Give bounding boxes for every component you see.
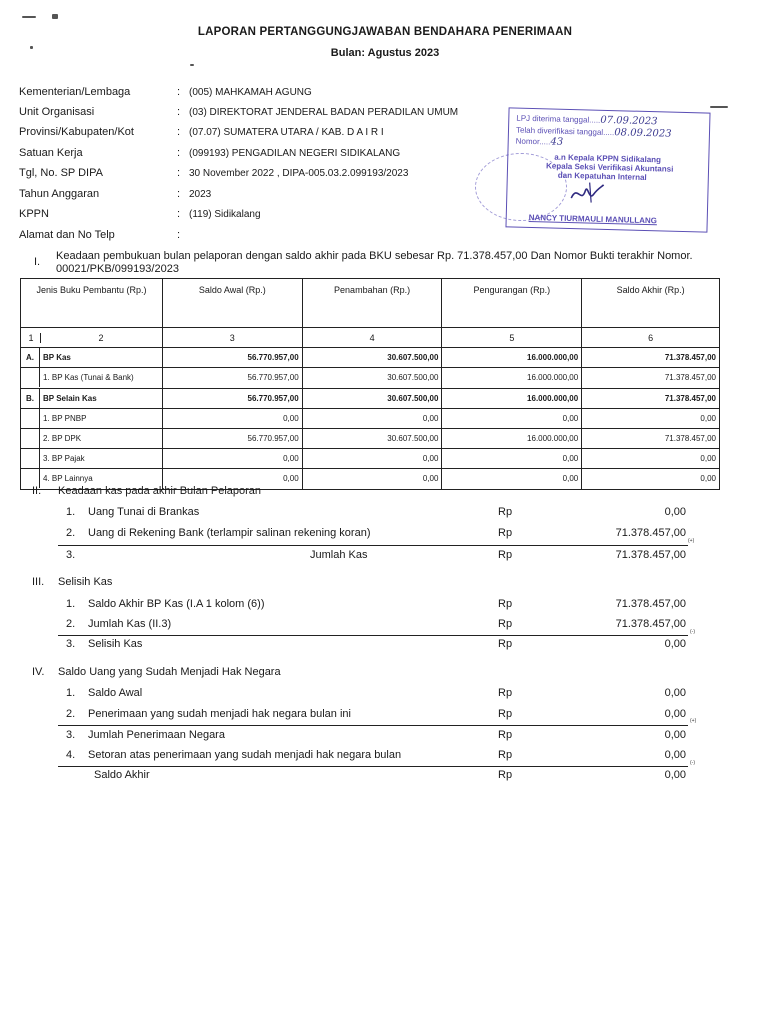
section-1 — [34, 250, 693, 275]
table-cell: 2. BP DPK — [21, 428, 163, 448]
table-cell: 30.607.500,00 — [302, 348, 442, 368]
meta-value: 30 November 2022 , DIPA-005.03.2.099193/2023 — [189, 168, 409, 179]
list-item: 1. Uang Tunai di Brankas Rp 0,00 — [66, 506, 686, 518]
stamp-line: Nomor.....43 — [515, 136, 564, 148]
table-cell: 56.770.957,00 — [162, 428, 302, 448]
table-cell: 0,00 — [162, 469, 302, 489]
meta-colon: : — [177, 126, 181, 138]
meta-colon: : — [177, 229, 181, 241]
meta-colon: : — [177, 106, 181, 118]
table-cell: 3. BP Pajak — [21, 449, 163, 469]
divider — [58, 766, 688, 767]
table-cell: 0,00 — [302, 449, 442, 469]
section-title: Selisih Kas — [58, 576, 113, 588]
meta-label: Satuan Kerja — [19, 147, 83, 159]
table-cell: 3 — [162, 328, 302, 348]
table-cell: 1 2 — [21, 328, 163, 348]
report-title: LAPORAN PERTANGGUNGJAWABAN BENDAHARA PENERIMAAN — [197, 26, 573, 38]
table-cell: 30.607.500,00 — [302, 428, 442, 448]
table-cell: 16.000.000,00 — [442, 368, 582, 388]
list-item: 1. Saldo Akhir BP Kas (I.A 1 kolom (6)) Rp 71.378.457,00 — [66, 598, 686, 610]
meta-colon: : — [177, 208, 181, 220]
table-cell: 4. BP Lainnya — [21, 469, 163, 489]
table-cell: 30.607.500,00 — [302, 388, 442, 408]
meta-colon: : — [177, 86, 181, 98]
list-item: 1. Saldo Awal Rp 0,00 — [66, 687, 686, 699]
table-row — [21, 368, 720, 388]
meta-value: 2023 — [189, 189, 212, 200]
section-3-header — [32, 576, 113, 588]
stamp-line: dan Kepatuhan Internal — [557, 170, 647, 183]
stamp-line: Kepala Seksi Verifikasi Akuntansi — [545, 161, 674, 174]
stamp-line: LPJ diterima tanggal.....07.09.2023 — [516, 113, 658, 128]
meta-label: Tgl, No. SP DIPA — [19, 167, 103, 179]
meta-label: Kementerian/Lembaga — [19, 86, 131, 98]
table-cell: 6 — [582, 328, 720, 348]
table-cell: 1. BP Kas (Tunai & Bank) — [21, 368, 163, 388]
table-cell: 0,00 — [162, 449, 302, 469]
meta-colon: : — [177, 188, 181, 200]
table-cell: 5 — [442, 328, 582, 348]
total-row: Saldo Akhir Rp 0,00 — [94, 769, 686, 781]
table-cell: 71.378.457,00 — [582, 348, 720, 368]
list-item: 2. Jumlah Kas (II.3) Rp 71.378.457,00 — [66, 618, 686, 630]
table-cell: 56.770.957,00 — [162, 348, 302, 368]
table-cell: B. BP Selain Kas — [21, 388, 163, 408]
table-cell: 0,00 — [162, 408, 302, 428]
table-index-row — [21, 328, 720, 348]
meta-label: KPPN — [19, 208, 49, 220]
list-item: 2. Uang di Rekening Bank (terlampir salinan rekening koran) Rp 71.378.457,00 — [66, 527, 686, 539]
total-row: 3. Jumlah Kas Rp 71.378.457,00 — [66, 549, 686, 561]
table-cell: 0,00 — [442, 469, 582, 489]
table-cell: 0,00 — [582, 469, 720, 489]
section-number: III. — [32, 576, 45, 588]
meta-value: (03) DIREKTORAT JENDERAL BADAN PERADILAN UMUM — [189, 107, 459, 118]
table-cell: 1. BP PNBP — [21, 408, 163, 428]
stamp-handwritten: 08.09.2023 — [614, 127, 672, 140]
total-row: 3. Selisih Kas Rp 0,00 — [66, 638, 686, 650]
scan-speck — [52, 14, 58, 19]
plus-mark: (+) — [688, 538, 695, 544]
table-header: Pengurangan (Rp.) — [442, 279, 582, 328]
table-row — [21, 388, 720, 408]
report-period: Bulan: Agustus 2023 — [330, 47, 440, 59]
table-cell: 0,00 — [582, 408, 720, 428]
table-cell: 56.770.957,00 — [162, 388, 302, 408]
table-cell: 71.378.457,00 — [582, 368, 720, 388]
table-header: Saldo Awal (Rp.) — [162, 279, 302, 328]
section-title: Keadaan kas pada akhir Bulan Pelaporan — [58, 485, 262, 497]
divider — [58, 725, 688, 726]
signature-icon — [567, 180, 608, 207]
section-4-header — [32, 666, 281, 678]
table-cell: 0,00 — [582, 449, 720, 469]
meta-value: (099193) PENGADILAN NEGERI SIDIKALANG — [189, 148, 401, 159]
meta-colon: : — [177, 167, 181, 179]
section-title: Saldo Uang yang Sudah Menjadi Hak Negara — [58, 666, 281, 678]
minus-mark: (-) — [690, 760, 695, 766]
stamp-name: NANCY TIURMAULI MANULLANG — [528, 212, 658, 226]
meta-label: Unit Organisasi — [19, 106, 95, 118]
stamp-handwritten: 07.09.2023 — [600, 114, 658, 128]
list-item: 4. Setoran atas penerimaan yang sudah menjadi hak negara bulan Rp 0,00 — [66, 749, 686, 761]
bp-table — [20, 278, 720, 490]
meta-colon: : — [177, 147, 181, 159]
meta-value: (119) Sidikalang — [189, 209, 261, 220]
table-body — [21, 328, 720, 490]
stamp-line: Telah diverifikasi tanggal.....08.09.2023 — [515, 125, 672, 140]
section-number: IV. — [32, 666, 45, 678]
table-cell: 16.000.000,00 — [442, 428, 582, 448]
table-row — [21, 428, 720, 448]
list-item: 2. Penerimaan yang sudah menjadi hak negara bulan ini Rp 0,00 — [66, 708, 686, 720]
verification-stamp — [505, 107, 710, 232]
table-header: Saldo Akhir (Rp.) — [582, 279, 720, 328]
table-row — [21, 449, 720, 469]
table-cell: 30.607.500,00 — [302, 368, 442, 388]
stamp-handwritten: 43 — [550, 136, 564, 148]
minus-mark: (-) — [690, 629, 695, 635]
table-header: Penambahan (Rp.) — [302, 279, 442, 328]
table-row — [21, 408, 720, 428]
scan-speck — [190, 64, 194, 66]
stamp-line: a.n Kepala KPPN Sidikalang — [554, 152, 662, 165]
table-cell: 4 — [302, 328, 442, 348]
section-number: I. — [34, 256, 41, 268]
divider — [58, 635, 688, 636]
table-cell: 16.000.000,00 — [442, 348, 582, 368]
table-header-row — [21, 279, 720, 328]
meta-label: Tahun Anggaran — [19, 188, 100, 200]
scan-speck — [22, 16, 36, 18]
meta-label: Alamat dan No Telp — [19, 229, 115, 241]
section-2-header — [32, 485, 262, 497]
table-cell: 16.000.000,00 — [442, 388, 582, 408]
meta-value: (005) MAHKAMAH AGUNG — [189, 87, 312, 98]
table-cell: 0,00 — [442, 449, 582, 469]
divider — [58, 545, 688, 546]
table-cell: 56.770.957,00 — [162, 368, 302, 388]
table-cell: 0,00 — [302, 408, 442, 428]
table-cell: 0,00 — [442, 408, 582, 428]
table-cell: A. BP Kas — [21, 348, 163, 368]
scan-speck — [710, 106, 728, 108]
table-cell: 71.378.457,00 — [582, 428, 720, 448]
meta-value: (07.07) SUMATERA UTARA / KAB. D A I R I — [189, 127, 384, 138]
table-cell: 0,00 — [302, 469, 442, 489]
plus-mark: (+) — [690, 718, 697, 724]
list-item: 3. Jumlah Penerimaan Negara Rp 0,00 — [66, 729, 686, 741]
table-cell: 71.378.457,00 — [582, 388, 720, 408]
meta-label: Provinsi/Kabupaten/Kot — [19, 126, 134, 138]
table-row — [21, 348, 720, 368]
section-1-text: Keadaan pembukuan bulan pelaporan dengan saldo akhir pada BKU sebesar Rp. 71.378.457,00 Dan Nomor Bukti terakhir Nomor. 00021/PKB/099193/2023 — [56, 250, 693, 275]
section-number: II. — [32, 485, 42, 497]
table-header: Jenis Buku Pembantu (Rp.) — [21, 279, 163, 328]
